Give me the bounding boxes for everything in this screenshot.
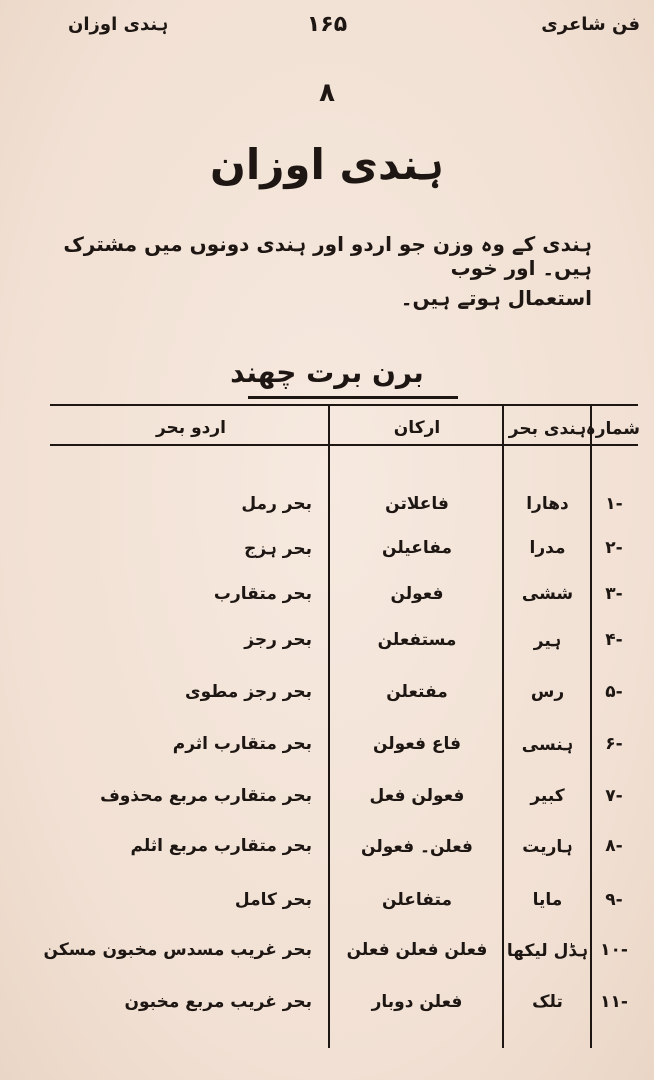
table-row bbox=[0, 940, 654, 984]
table-row bbox=[0, 538, 654, 582]
hindi-meter: دھارا bbox=[526, 494, 569, 514]
urdu-meter: بحر غریب مسدس مخبون مسکن bbox=[43, 940, 312, 960]
urdu-meter: بحر رجز bbox=[244, 630, 312, 650]
hindi-meter: کبیر bbox=[530, 786, 565, 806]
row-number: ۱- bbox=[605, 494, 623, 514]
row-number: ۱۰- bbox=[600, 940, 628, 960]
row-number: ۸- bbox=[605, 836, 623, 856]
urdu-meter: بحر متقارب مربع محذوف bbox=[100, 786, 312, 806]
arkan: متفاعلن bbox=[382, 890, 452, 910]
table-row bbox=[0, 890, 654, 934]
hindi-meter: ہاریت bbox=[522, 837, 573, 857]
arkan: مفتعلن bbox=[386, 682, 448, 702]
hindi-meter: ہنسی bbox=[521, 735, 574, 755]
intro-line-2: استعمال ہوتے ہیں۔ bbox=[400, 286, 592, 310]
hindi-meter: ہیر bbox=[533, 631, 562, 651]
urdu-meter: بحر ہزج bbox=[244, 539, 312, 559]
row-number: ۵- bbox=[605, 682, 623, 702]
arkan: فعلن دوبار bbox=[371, 992, 463, 1012]
header-arkan: ارکان bbox=[393, 418, 441, 438]
table-row bbox=[0, 786, 654, 830]
row-number: ۳- bbox=[605, 584, 623, 604]
table-top-rule bbox=[50, 404, 638, 406]
urdu-meter: بحر متقارب مربع اثلم bbox=[130, 836, 312, 856]
urdu-meter: بحر رمل bbox=[241, 494, 312, 514]
hindi-meter: رس bbox=[530, 682, 565, 702]
arkan: مستفعلن bbox=[377, 630, 457, 650]
table-row bbox=[0, 630, 654, 674]
arkan: فعولن bbox=[390, 584, 444, 604]
row-number: ۱۱- bbox=[600, 992, 628, 1012]
urdu-meter: بحر کامل bbox=[234, 890, 312, 910]
chapter-title: ہندی اوزان bbox=[209, 140, 445, 189]
row-number: ۲- bbox=[605, 538, 623, 558]
table-row bbox=[0, 734, 654, 778]
arkan: فعلن۔ فعولن bbox=[361, 837, 473, 857]
urdu-meter: بحر غریب مربع مخبون bbox=[124, 992, 312, 1012]
table-header-rule bbox=[50, 444, 638, 446]
hindi-meter: مدرا bbox=[529, 538, 566, 558]
table-row bbox=[0, 494, 654, 538]
header-number: شمارہ bbox=[585, 419, 640, 439]
urdu-meter: بحر متقارب bbox=[213, 584, 312, 604]
arkan: فاعلاتن bbox=[385, 494, 449, 514]
arkan: فاع فعولن bbox=[372, 734, 462, 754]
row-number: ۷- bbox=[605, 786, 623, 806]
row-number: ۶- bbox=[605, 734, 623, 754]
hindi-meter: مایا bbox=[532, 890, 563, 910]
header-hindi-meter: ہندی بحر bbox=[508, 419, 587, 439]
row-number: ۴- bbox=[605, 630, 623, 650]
urdu-meter: بحر رجز مطوی bbox=[185, 682, 312, 702]
arkan: مفاعیلن bbox=[382, 538, 452, 558]
intro-line-1: ہندی کے وہ وزن جو اردو اور ہندی دونوں میں مشترک ہیں۔ اور خوب bbox=[63, 232, 592, 280]
row-number: ۹- bbox=[605, 890, 623, 910]
urdu-meter: بحر متقارب اثرم bbox=[172, 734, 312, 754]
table-row bbox=[0, 836, 654, 880]
running-header-book-title: فن شاعری bbox=[541, 14, 640, 35]
header-urdu-meter: اردو بحر bbox=[155, 418, 227, 438]
page-number: ۱۶۵ bbox=[306, 12, 348, 37]
arkan: فعولن فعل bbox=[369, 786, 465, 806]
table-row bbox=[0, 584, 654, 628]
subtitle-underline bbox=[248, 396, 458, 399]
hindi-meter: تلک bbox=[532, 992, 563, 1012]
section-subtitle: برن برت چھند bbox=[230, 356, 424, 389]
hindi-meter: ہڈل لیکھا bbox=[506, 941, 589, 961]
chapter-number: ۸ bbox=[319, 78, 335, 108]
arkan: فعلن فعلن فعلن bbox=[346, 940, 488, 960]
running-header-chapter-title: ہندی اوزان bbox=[68, 14, 169, 35]
table-row bbox=[0, 682, 654, 726]
table-row bbox=[0, 992, 654, 1036]
hindi-meter: ششی bbox=[521, 584, 574, 604]
